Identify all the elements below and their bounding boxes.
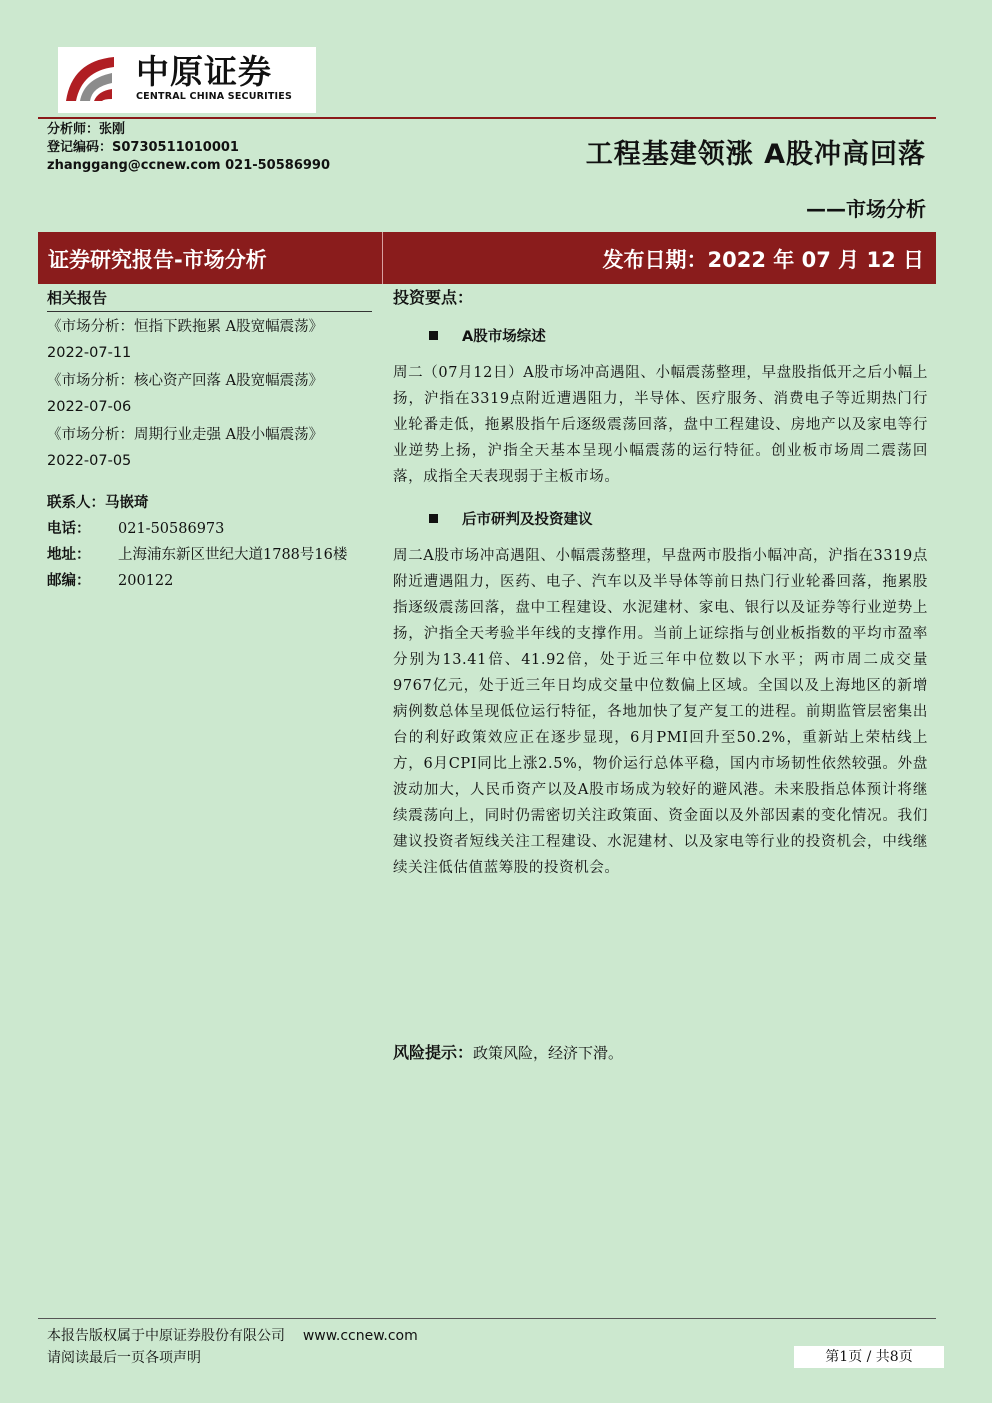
website-link[interactable]: www.ccnew.com bbox=[302, 1328, 418, 1344]
footer-divider bbox=[38, 1318, 936, 1319]
risk-text: 政策风险，经济下滑。 bbox=[473, 1044, 624, 1062]
contact-person: 联系人：马嵌琦 bbox=[47, 495, 149, 511]
risk-label: 风险提示： bbox=[393, 1043, 474, 1062]
section-title: A股市场综述 bbox=[462, 329, 546, 345]
footer-notice: 请阅读最后一页各项声明 bbox=[47, 1350, 201, 1366]
report-subtitle: ——市场分析 bbox=[806, 197, 926, 221]
related-reports-heading: 相关报告 bbox=[47, 287, 372, 312]
section-title: 后市研判及投资建议 bbox=[462, 512, 593, 528]
related-report-date: 2022-07-06 bbox=[47, 399, 132, 415]
section-heading-market-review bbox=[429, 325, 928, 346]
publish-date: 发布日期：2022 年 07 月 12 日 bbox=[602, 248, 924, 272]
logo-english-name: CENTRAL CHINA SECURITIES bbox=[136, 91, 293, 102]
contact-zip-row bbox=[47, 568, 377, 594]
footer-copyright-line bbox=[47, 1325, 418, 1345]
related-report-date: 2022-07-05 bbox=[47, 453, 132, 469]
analyst-info bbox=[47, 121, 330, 175]
related-report-item bbox=[47, 422, 377, 474]
company-logo bbox=[58, 47, 316, 113]
logo-mark-icon bbox=[62, 53, 118, 107]
related-report-title[interactable]: 《市场分析：核心资产回落 A股宽幅震荡》 bbox=[47, 373, 324, 389]
contact-info bbox=[47, 490, 377, 594]
report-title: 工程基建领涨 A股冲高回落 bbox=[585, 139, 926, 170]
investment-heading: 投资要点： bbox=[393, 288, 474, 307]
left-sidebar bbox=[47, 287, 377, 594]
address-value: 上海浦东新区世纪大道1788号16楼 bbox=[118, 547, 348, 563]
outlook-paragraph: 周二A股市场冲高遇阻、小幅震荡整理，早盘两市股指小幅冲高，沪指在3319点附近遭遇阻力，医药、电子、汽车以及半导体等前日热门行业轮番回落，拖累股指逐级震荡回落，盘中工程建设、水泥建材、家电、银行以及证券等行业逆势上扬，沪指全天考验半年线的支撑作用。当前上证综指与创业板指数的平均市盈率分别为13.41倍、41.92倍，处于近三年中位数以下水平；两市周二成交量9767亿元，处于近三年日均成交量中位数偏上区域。全国以及上海地区的新增病例数总体呈现低位运行特征，各地加快了复产复工的进程。前期监管层密集出台的利好政策效应正在逐步显现，6月PMI回升至50.2%，重新站上荣枯线上方，6月CPI同比上涨2.5%，物价运行总体平稳，国内市场韧性依然较强。外盘波动加大，人民币资产以及A股市场成为较好的避风港。未来股指总体预计将继续震荡向上，同时仍需密切关注政策面、资金面以及外部因素的变化情况。我们建议投资者短线关注工程建设、水泥建材、以及家电等行业的投资机会，中线继续关注低估值蓝筹股的投资机会。 bbox=[393, 548, 928, 876]
zip-label: 邮编： bbox=[47, 573, 91, 589]
market-review-paragraph: 周二（07月12日）A股市场冲高遇阻、小幅震荡整理，早盘股指低开之后小幅上扬，沪指在3319点附近遭遇阻力，半导体、医疗服务、消费电子等近期热门行业轮番走低，拖累股指午后逐级震荡回落，盘中工程建设、房地产以及家电等行业逆势上扬，沪指全天基本呈现小幅震荡的运行特征。创业板市场周二震荡回落，成指全天表现弱于主板市场。 bbox=[393, 365, 928, 485]
address-label: 地址： bbox=[47, 547, 91, 563]
contact-phone-row bbox=[47, 516, 377, 542]
analyst-registration: 登记编码：S0730511010001 bbox=[47, 140, 239, 155]
zip-value: 200122 bbox=[118, 573, 174, 589]
related-report-title[interactable]: 《市场分析：周期行业走强 A股小幅震荡》 bbox=[47, 427, 324, 443]
related-report-title[interactable]: 《市场分析：恒指下跌拖累 A股宽幅震荡》 bbox=[47, 319, 324, 335]
page-indicator: 第1页 / 共8页 bbox=[794, 1346, 944, 1368]
related-report-item bbox=[47, 314, 377, 366]
header-divider bbox=[38, 117, 936, 119]
main-content bbox=[393, 287, 928, 881]
copyright-text: 本报告版权属于中原证券股份有限公司 bbox=[47, 1328, 285, 1344]
risk-warning bbox=[393, 1040, 623, 1063]
logo-chinese-name: 中原证券 bbox=[136, 52, 272, 91]
related-report-date: 2022-07-11 bbox=[47, 345, 132, 361]
banner-separator bbox=[382, 232, 383, 284]
report-category: 证券研究报告-市场分析 bbox=[48, 248, 267, 272]
square-bullet-icon bbox=[429, 514, 438, 523]
analyst-contact: zhanggang@ccnew.com 021-50586990 bbox=[47, 158, 330, 173]
report-banner bbox=[38, 232, 936, 284]
phone-label: 电话： bbox=[47, 521, 91, 537]
section-heading-outlook bbox=[429, 508, 928, 529]
related-report-item bbox=[47, 368, 377, 420]
contact-address-row bbox=[47, 542, 377, 568]
analyst-name: 分析师：张刚 bbox=[47, 122, 126, 137]
phone-value: 021-50586973 bbox=[118, 521, 225, 537]
square-bullet-icon bbox=[429, 331, 438, 340]
